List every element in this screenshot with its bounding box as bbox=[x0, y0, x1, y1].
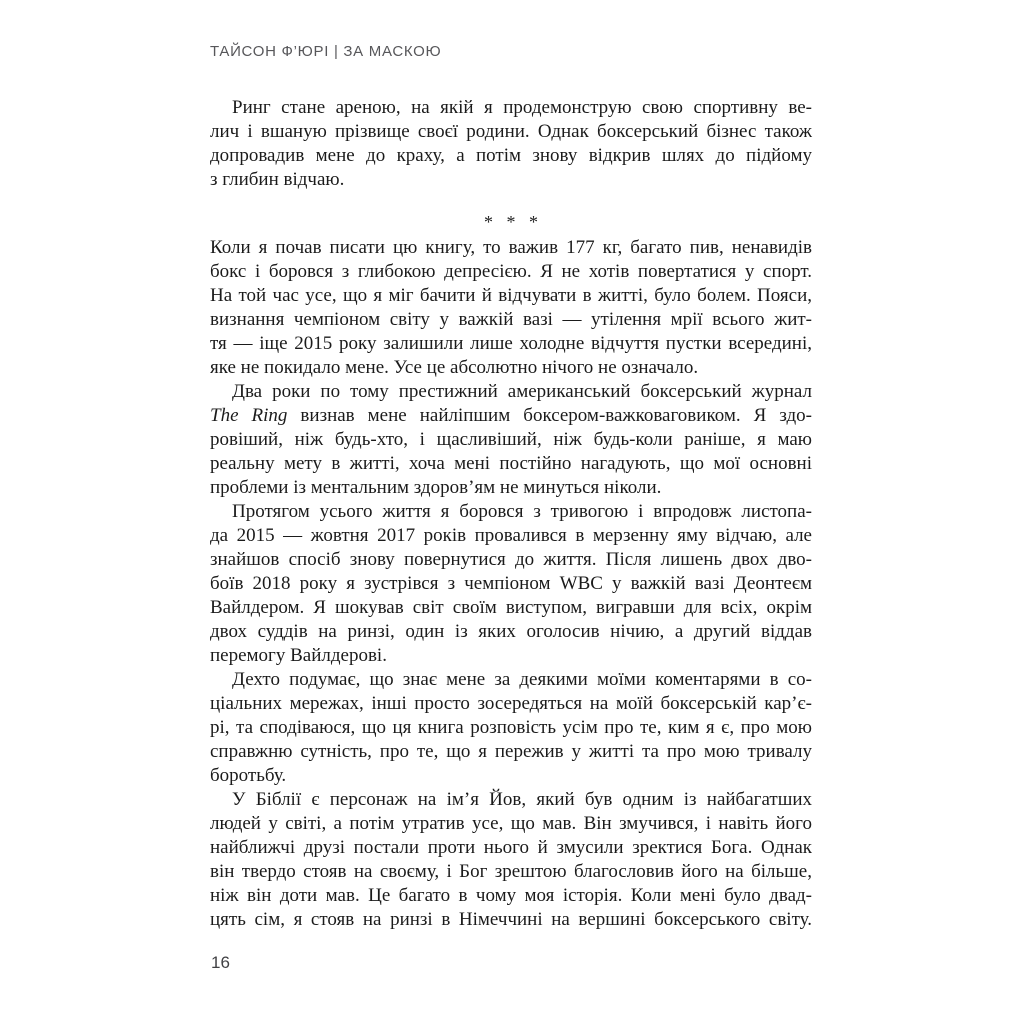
text-line: він твердо стояв на своєму, і Бог зрештою благословив його на більше, bbox=[210, 861, 812, 882]
text-line: допровадив мене до краху, а потім знову відкрив шлях до підйому bbox=[210, 145, 812, 166]
text-line: У Біблії є персонаж на ім’я Йов, який був одним із найбагатших bbox=[232, 789, 812, 810]
text-line: перемогу Вайлдерові. bbox=[210, 645, 387, 666]
text-line: яке не покидало мене. Усе це абсолютно нічого не означало. bbox=[210, 357, 699, 378]
text-line: двох суддів на ринзі, один із яких оголосив нічию, а другий віддав bbox=[210, 621, 812, 642]
text-line: тя — іще 2015 року залишили лише холодне відчуття пустки всередині, bbox=[210, 333, 812, 354]
text-line: визнання чемпіоном світу у важкій вазі — утілення мрії всього жит- bbox=[210, 309, 812, 330]
text-line: ровіший, ніж будь-хто, і щасливіший, ніж будь-коли раніше, я маю bbox=[210, 429, 812, 450]
text-line: проблеми із ментальним здоров’ям не минуться ніколи. bbox=[210, 477, 662, 498]
text-line: да 2015 — жовтня 2017 років провалився в мерзенну яму відчаю, але bbox=[210, 525, 812, 546]
text-line: Два роки по тому престижний американський боксерський журнал bbox=[232, 381, 812, 402]
text-line: справжню сутність, про те, що я пережив у житті та про мою тривалу bbox=[210, 741, 812, 762]
text-line: лич і вшаную прізвище своєї родини. Однак боксерський бізнес також bbox=[210, 121, 812, 142]
text-line: цять сім, я стояв на ринзі в Німеччині на вершині боксерського світу. bbox=[210, 909, 812, 930]
text-line: Ринг стане ареною, на якій я продемонструю свою спортивну ве- bbox=[232, 97, 812, 118]
text-line: боротьбу. bbox=[210, 765, 287, 786]
regular-text: визнав мене найліпшим боксером-важковаговиком. Я здо- bbox=[287, 405, 812, 426]
text-line: На той час усе, що я міг бачити й відчувати в житті, було болем. Пояси, bbox=[210, 285, 812, 306]
text-line: бокс і боровся з глибокою депресією. Я не хотів повертатися у спорт. bbox=[210, 261, 812, 282]
body-text bbox=[210, 96, 812, 932]
text-line: Дехто подумає, що знає мене за деякими моїми коментарями в со- bbox=[232, 669, 812, 690]
text-line: ніж він доти мав. Це багато в чому моя історія. Коли мені було двад- bbox=[210, 885, 812, 906]
paragraph bbox=[210, 668, 812, 788]
text-line: рі, та сподіваюся, що ця книга розповість усім про те, ким я є, про мою bbox=[210, 717, 812, 738]
paragraph bbox=[210, 380, 812, 500]
section-separator: * * * bbox=[484, 212, 538, 232]
text-line bbox=[210, 404, 812, 428]
paragraph bbox=[210, 96, 812, 192]
paragraph bbox=[210, 236, 812, 380]
paragraph bbox=[210, 500, 812, 668]
text-line: з глибин відчаю. bbox=[210, 169, 345, 190]
text-line: Коли я почав писати цю книгу, то важив 177 кг, багато пив, ненавидів bbox=[210, 237, 812, 258]
text-line: реальну мету в житті, хоча мені постійно нагадують, що мої основні bbox=[210, 453, 812, 474]
text-line: знайшов спосіб знову повернутися до життя. Після лишень двох дво- bbox=[210, 549, 812, 570]
text-line: найближчі друзі постали проти нього й змусили зректися Бога. Однак bbox=[210, 837, 812, 858]
text-line: Вайлдером. Я шокував світ своїм виступом, вигравши для всіх, окрім bbox=[210, 597, 812, 618]
running-head: ТАЙСОН Ф’ЮРІ | ЗА МАСКОЮ bbox=[210, 43, 442, 60]
text-line: людей у світі, а потім утратив усе, що мав. Він змучився, і навіть його bbox=[210, 813, 812, 834]
text-line: боїв 2018 року я зустрівся з чемпіоном WBC у важкій вазі Деонтеєм bbox=[210, 573, 812, 594]
italic-text: The Ring bbox=[210, 405, 288, 426]
paragraph bbox=[210, 788, 812, 932]
page-number: 16 bbox=[211, 953, 230, 972]
text-line: Протягом усього життя я боровся з тривогою і впродовж листопа- bbox=[232, 501, 812, 522]
text-line: ціальних мережах, інші просто зосередяться на моїй боксерській кар’є- bbox=[210, 693, 812, 714]
